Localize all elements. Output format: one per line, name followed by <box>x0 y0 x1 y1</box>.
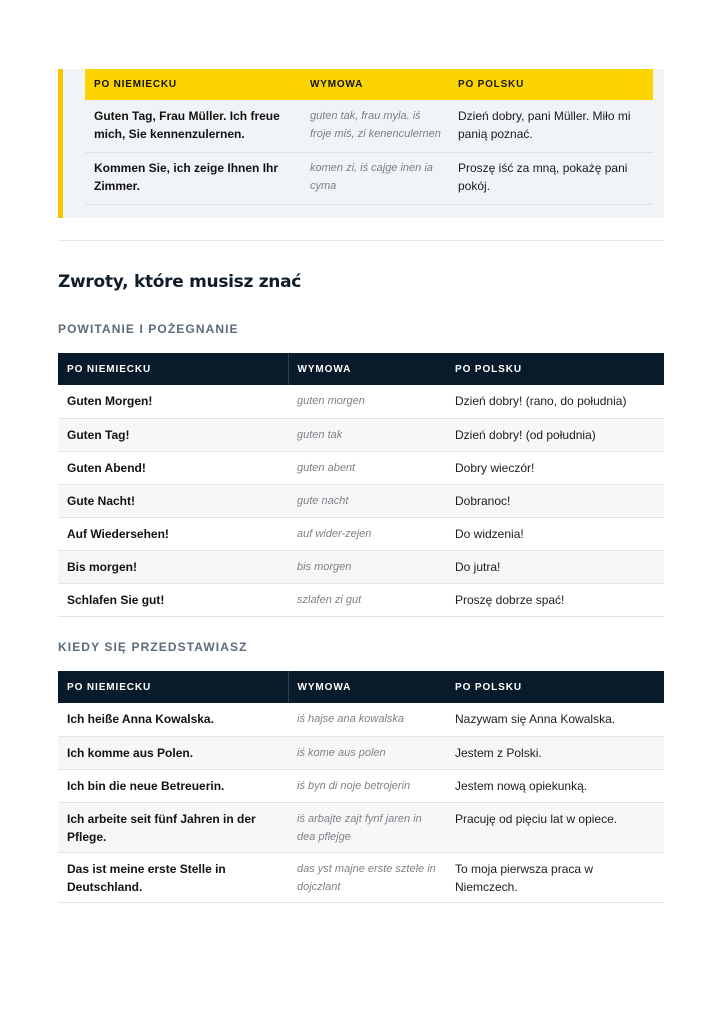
polish-translation: Pracuję od pięciu lat w opiece. <box>446 802 664 852</box>
german-phrase: Guten Tag, Frau Müller. Ich freue mich, Sie kennenzulernen. <box>85 100 301 152</box>
german-phrase: Ich bin die neue Betreuerin. <box>58 769 288 802</box>
polish-translation: Do jutra! <box>446 550 664 583</box>
pronunciation: iś kome aus polen <box>288 736 446 769</box>
table-row <box>58 550 664 583</box>
german-phrase: Guten Tag! <box>58 418 288 451</box>
pronunciation: iś byn di noje betrojerin <box>288 769 446 802</box>
polish-translation: Jestem z Polski. <box>446 736 664 769</box>
header-polish: PO POLSKU <box>446 353 664 385</box>
table-row <box>58 517 664 550</box>
table-row <box>85 100 653 152</box>
pronunciation: guten tak <box>288 418 446 451</box>
polish-translation: Nazywam się Anna Kowalska. <box>446 703 664 736</box>
dialogue-header-row <box>85 69 653 100</box>
polish-translation: Do widzenia! <box>446 517 664 550</box>
table-row <box>58 736 664 769</box>
table-row <box>58 385 664 418</box>
german-phrase: Bis morgen! <box>58 550 288 583</box>
pronunciation: guten abent <box>288 451 446 484</box>
greetings-table <box>58 353 664 617</box>
header-polish: PO POLSKU <box>449 69 653 100</box>
pronunciation: auf wider-zejen <box>288 517 446 550</box>
polish-translation: Proszę dobrze spać! <box>446 583 664 616</box>
pronunciation: guten tak, frau myla. iś froje miś, zi kenenculernen <box>301 100 449 152</box>
pronunciation: guten morgen <box>288 385 446 418</box>
pronunciation: komen zi, iś cajge inen ia cyma <box>301 152 449 204</box>
header-pronunciation: WYMOWA <box>288 671 446 703</box>
german-phrase: Kommen Sie, ich zeige Ihnen Ihr Zimmer. <box>85 152 301 204</box>
header-german: PO NIEMIECKU <box>58 353 288 385</box>
pronunciation: gute nacht <box>288 484 446 517</box>
table-row <box>58 703 664 736</box>
table-row <box>58 852 664 902</box>
german-phrase: Schlafen Sie gut! <box>58 583 288 616</box>
table-row <box>58 418 664 451</box>
table-row <box>85 152 653 204</box>
table-row <box>58 484 664 517</box>
polish-translation: Jestem nową opiekunką. <box>446 769 664 802</box>
german-phrase: Ich arbeite seit fünf Jahren in der Pflege. <box>58 802 288 852</box>
header-pronunciation: WYMOWA <box>288 353 446 385</box>
table-row <box>58 583 664 616</box>
polish-translation: Dobry wieczór! <box>446 451 664 484</box>
introductions-subtitle: KIEDY SIĘ PRZEDSTAWIASZ <box>58 640 248 654</box>
table-row <box>58 451 664 484</box>
section-divider <box>58 240 664 241</box>
header-german: PO NIEMIECKU <box>85 69 301 100</box>
german-phrase: Guten Morgen! <box>58 385 288 418</box>
dialogue-table <box>85 69 653 205</box>
german-phrase: Das ist meine erste Stelle in Deutschland. <box>58 852 288 902</box>
pronunciation: szlafen zi gut <box>288 583 446 616</box>
german-phrase: Guten Abend! <box>58 451 288 484</box>
polish-translation: Proszę iść za mną, pokażę pani pokój. <box>449 152 653 204</box>
german-phrase: Gute Nacht! <box>58 484 288 517</box>
dialogue-callout <box>58 69 664 218</box>
polish-translation: Dzień dobry! (rano, do południa) <box>446 385 664 418</box>
table-header-row <box>58 353 664 385</box>
header-pronunciation: WYMOWA <box>301 69 449 100</box>
header-german: PO NIEMIECKU <box>58 671 288 703</box>
german-phrase: Ich komme aus Polen. <box>58 736 288 769</box>
introductions-table <box>58 671 664 903</box>
pronunciation: bis morgen <box>288 550 446 583</box>
polish-translation: To moja pierwsza praca w Niemczech. <box>446 852 664 902</box>
table-row <box>58 802 664 852</box>
polish-translation: Dobranoc! <box>446 484 664 517</box>
polish-translation: Dzień dobry, pani Müller. Miło mi panią poznać. <box>449 100 653 152</box>
greetings-subtitle: POWITANIE I POŻEGNANIE <box>58 322 239 336</box>
pronunciation: das yst majne erste sztele in dojczlant <box>288 852 446 902</box>
german-phrase: Ich heiße Anna Kowalska. <box>58 703 288 736</box>
german-phrase: Auf Wiedersehen! <box>58 517 288 550</box>
table-header-row <box>58 671 664 703</box>
pronunciation: iś hajse ana kowalska <box>288 703 446 736</box>
section-title: Zwroty, które musisz znać <box>58 272 302 292</box>
polish-translation: Dzień dobry! (od południa) <box>446 418 664 451</box>
header-polish: PO POLSKU <box>446 671 664 703</box>
pronunciation: iś arbajte zajt fynf jaren in dea pflejge <box>288 802 446 852</box>
table-row <box>58 769 664 802</box>
